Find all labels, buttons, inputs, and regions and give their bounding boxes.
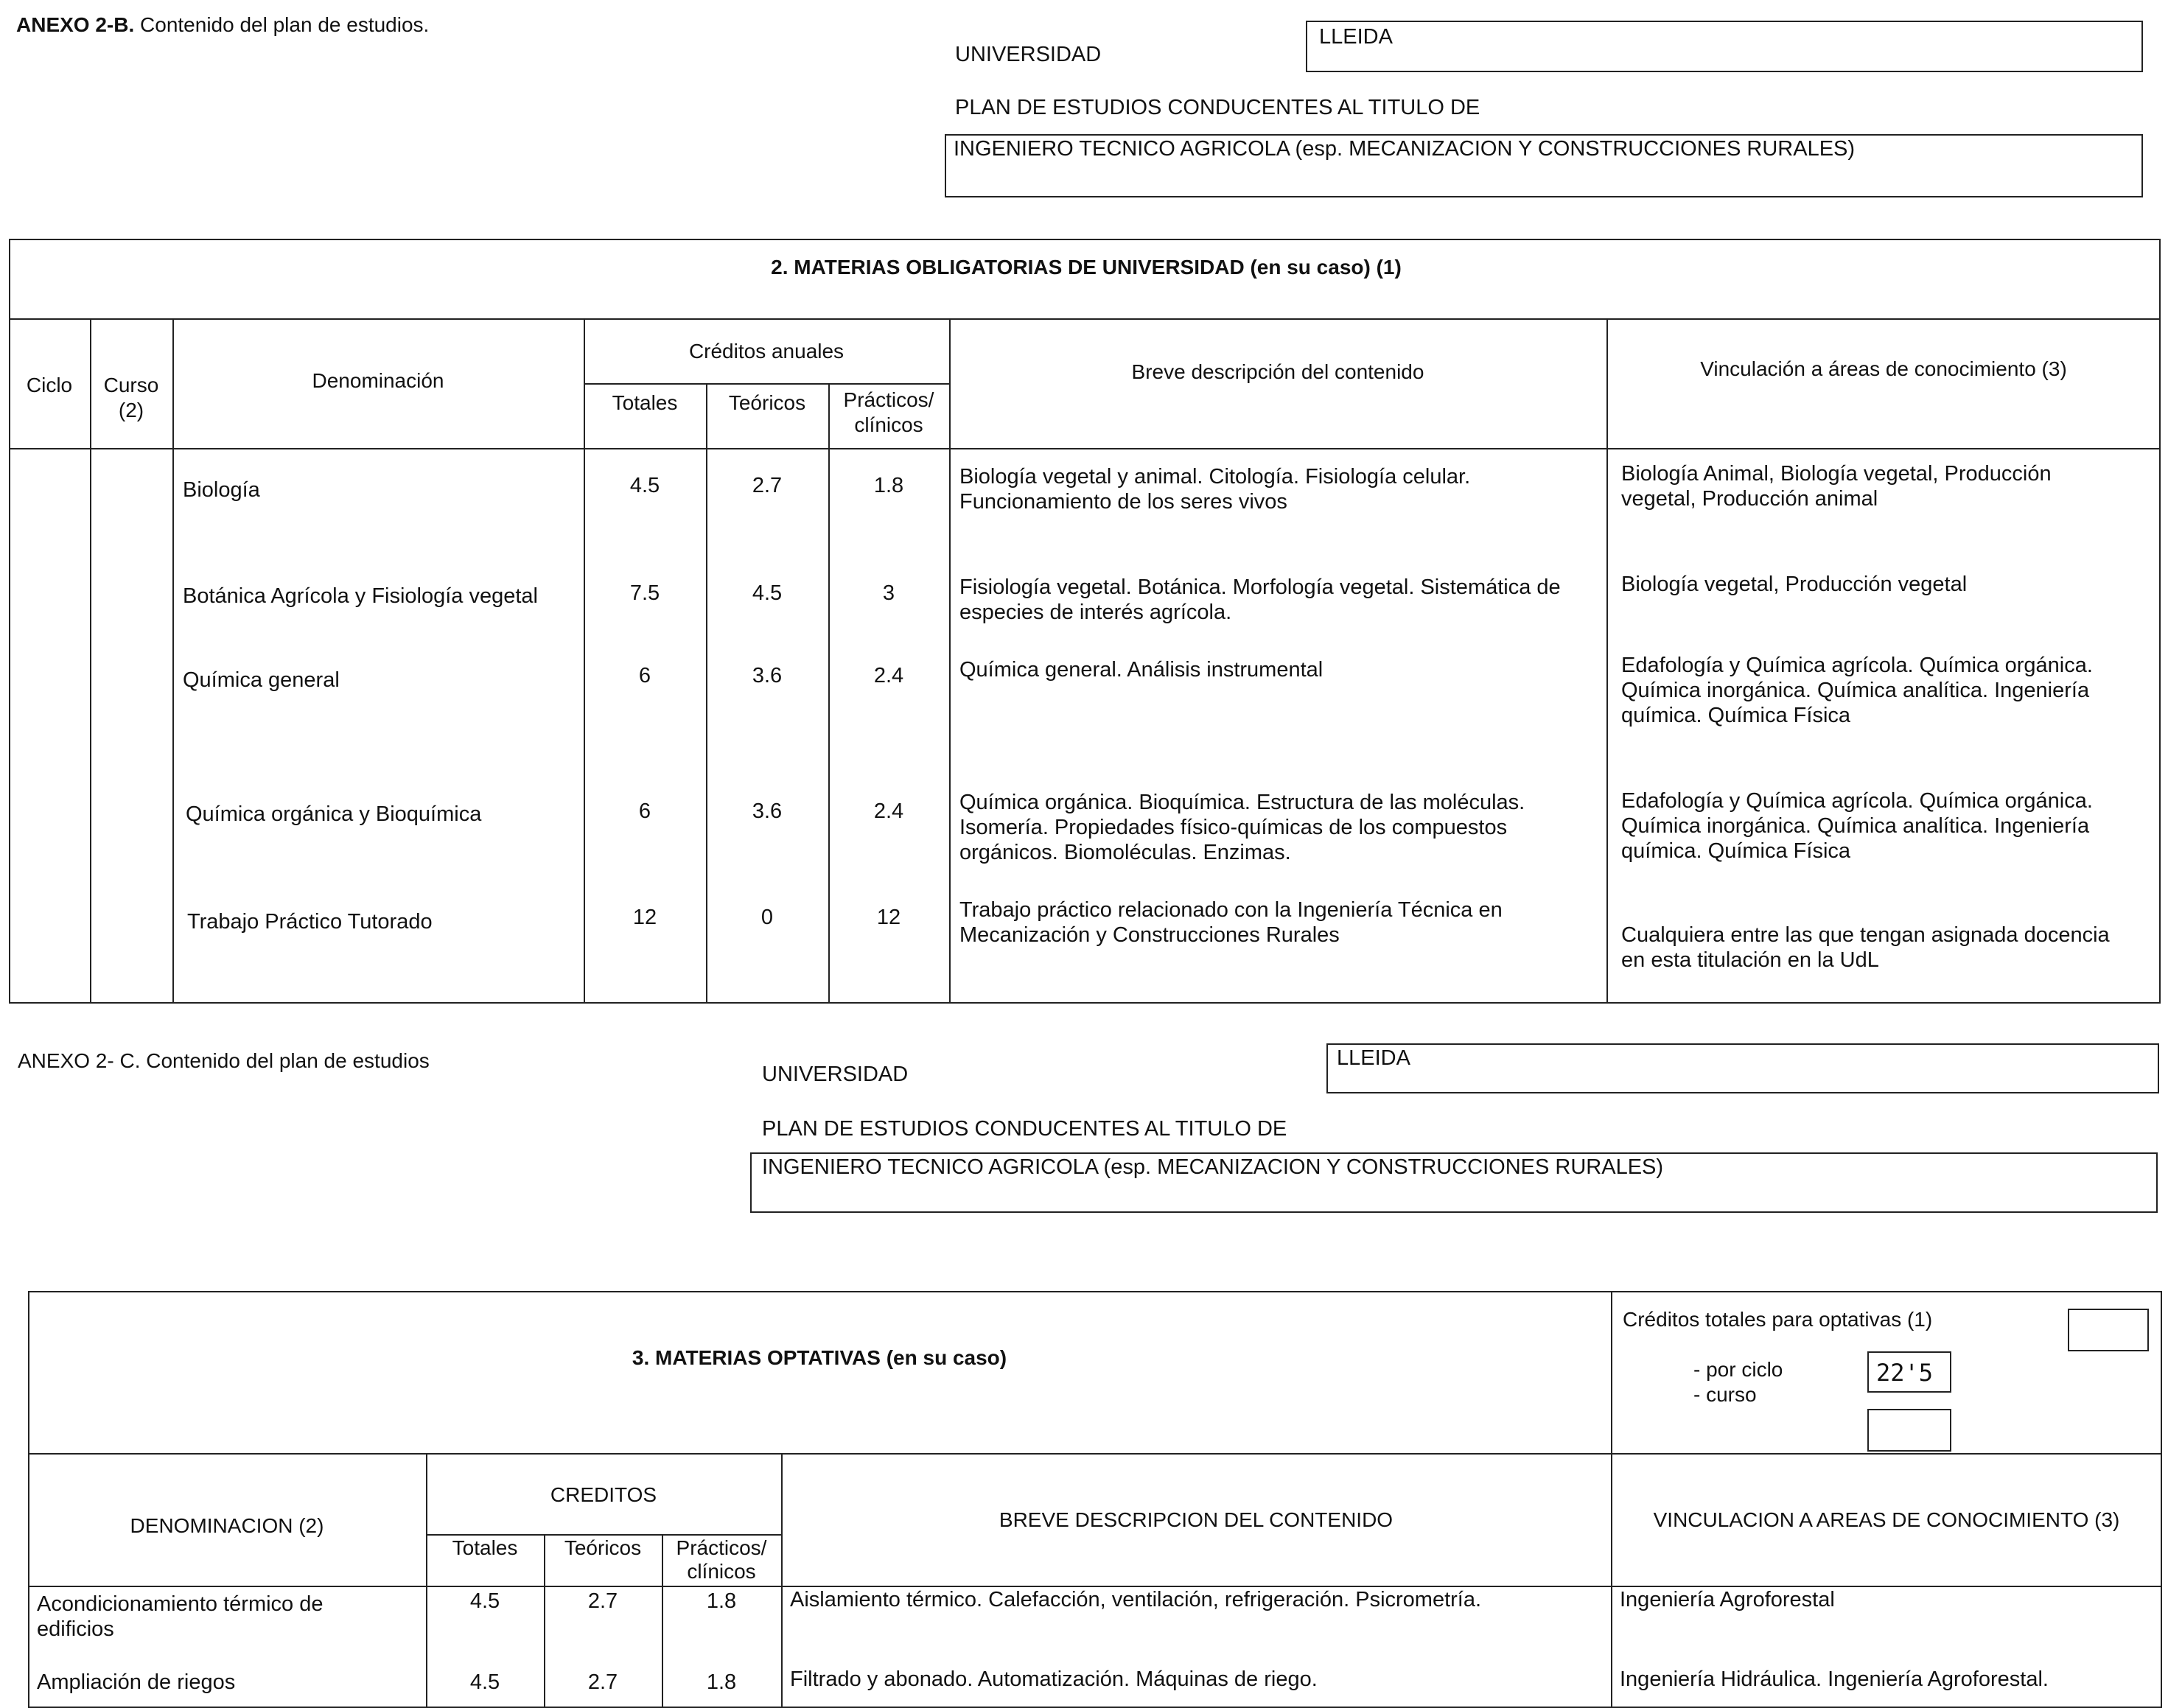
table2-row-practicos: 1.8 <box>873 474 904 497</box>
annex-b-university-label: UNIVERSIDAD <box>955 43 1102 66</box>
text-line: Cualquiera entre las que tengan asignada docencia <box>1621 923 2110 947</box>
table2-header-ciclo: Ciclo <box>26 374 73 396</box>
text-line: Edafología y Química agrícola. Química orgánica. <box>1621 654 2093 677</box>
table3-optativas-total-field <box>2068 1309 2149 1351</box>
annex-b-title-field <box>945 134 2143 197</box>
annex-c-university-field <box>1326 1043 2159 1093</box>
table2-header-teoricos: Teóricos <box>728 391 806 414</box>
text-line: Química inorgánica. Química analítica. Ingeniería <box>1621 679 2090 702</box>
text-line: vegetal, Producción animal <box>1621 487 1878 511</box>
table3-row-practicos: 1.8 <box>706 1670 737 1694</box>
table2-row-totales: 12 <box>632 906 657 929</box>
table2-col-line <box>1606 318 1608 1004</box>
text-line: Funcionamiento de los seres vivos <box>959 490 1287 514</box>
table2-header-denominacion: Denominación <box>312 369 444 392</box>
table2-col-line <box>584 318 585 1004</box>
table3-header-vinculacion: VINCULACION A AREAS DE CONOCIMIENTO (3) <box>1653 1508 2120 1531</box>
text-line: Acondicionamiento térmico de <box>37 1592 324 1616</box>
text-line: orgánicos. Biomoléculas. Enzimas. <box>959 841 1291 864</box>
table2-credits-divider <box>584 383 949 385</box>
table2-row-descripcion <box>959 575 1561 625</box>
annex-b-label-bold: ANEXO 2-B. <box>16 13 135 36</box>
table3-header-totales: Totales <box>452 1536 518 1559</box>
text-line: Biología Animal, Biología vegetal, Producción <box>1621 462 2052 486</box>
text-line: Química general. Análisis instrumental <box>959 658 1323 682</box>
table2-header-creditos: Créditos anuales <box>688 340 845 363</box>
table3-por-ciclo-field <box>1867 1351 1951 1393</box>
table2-row-denominacion: Química orgánica y Bioquímica <box>186 802 482 826</box>
text-line: Fisiología vegetal. Botánica. Morfología vegetal. Sistemática de <box>959 575 1561 599</box>
table2-row-teoricos: 0 <box>760 906 774 929</box>
table3-title: 3. MATERIAS OPTATIVAS (en su caso) <box>632 1346 1007 1369</box>
table2-col-line <box>949 318 951 1004</box>
text-line: Biología vegetal, Producción vegetal <box>1621 573 1968 596</box>
table3-header-denominacion: DENOMINACION (2) <box>130 1514 324 1537</box>
text-line: en esta titulación en la UdL <box>1621 948 1879 972</box>
table2-row-teoricos: 3.6 <box>752 664 783 687</box>
table2-header-practicos2: clínicos <box>854 413 923 436</box>
table3-row-vinculacion: Ingeniería Hidráulica. Ingeniería Agroforestal. <box>1620 1667 2049 1691</box>
table3-col-line <box>1611 1291 1612 1708</box>
table2-row-denominacion: Biología <box>183 478 260 502</box>
table3-curso-label: - curso <box>1693 1383 1757 1406</box>
table3-por-ciclo-value: 22'5 <box>1876 1359 1934 1387</box>
table2-row-vinculacion <box>1621 923 2110 973</box>
table2-row-totales: 6 <box>638 664 651 687</box>
annex-c-university-value: LLEIDA <box>1337 1046 1410 1070</box>
table3-header-teoricos: Teóricos <box>564 1536 642 1559</box>
table2-row-descripcion <box>959 790 1525 865</box>
table3-curso-field <box>1867 1409 1951 1452</box>
table3-header-practicos: Prácticos/ <box>676 1536 767 1559</box>
text-line: Isomería. Propiedades físico-químicas de los compuestos <box>959 816 1508 839</box>
table2-header-curso-note: (2) <box>118 399 144 421</box>
text-line: química. Química Física <box>1621 839 1851 863</box>
table2-row-practicos: 3 <box>882 581 895 605</box>
table2-row-totales: 7.5 <box>629 581 660 605</box>
table3-header-practicos2: clínicos <box>687 1560 756 1583</box>
table2-row-denominacion: Botánica Agrícola y Fisiología vegetal <box>183 584 538 608</box>
text-line: Mecanización y Construcciones Rurales <box>959 923 1340 947</box>
table2-header-curso: Curso <box>103 374 159 396</box>
table2-header-descripcion: Breve descripción del contenido <box>1131 360 1424 383</box>
annex-c-university-label: UNIVERSIDAD <box>762 1063 909 1086</box>
table2-row-practicos: 2.4 <box>873 799 904 823</box>
table2-row-descripcion <box>959 657 1323 682</box>
table3-row-descripcion: Aislamiento térmico. Calefacción, ventilación, refrigeración. Psicrometría. <box>790 1588 1482 1611</box>
table3-header-divider <box>28 1453 2162 1455</box>
table2-row-denominacion: Química general <box>183 668 340 692</box>
annex-b-label-rest: Contenido del plan de estudios. <box>134 13 430 36</box>
table3-col-line <box>781 1453 783 1708</box>
table2-title-divider <box>9 318 2161 320</box>
table2-row-practicos: 12 <box>876 906 901 929</box>
table2-row-vinculacion <box>1621 653 2093 728</box>
table2-row-totales: 4.5 <box>629 474 660 497</box>
table3-row-descripcion: Filtrado y abonado. Automatización. Máquinas de riego. <box>790 1667 1318 1691</box>
text-line: Química orgánica. Bioquímica. Estructura de las moléculas. <box>959 791 1525 814</box>
table2-header-totales: Totales <box>612 391 678 414</box>
table2-header-divider <box>9 448 2161 449</box>
annex-b-university-field <box>1306 21 2143 72</box>
table3-header-creditos: CREDITOS <box>550 1483 657 1506</box>
annex-c-label: ANEXO 2- C. Contenido del plan de estudios <box>18 1049 430 1072</box>
table3-row-totales: 4.5 <box>469 1670 500 1694</box>
table2-col-line <box>172 318 174 1004</box>
table3-optativas-label: Créditos totales para optativas (1) <box>1623 1308 1933 1331</box>
text-line: Biología vegetal y animal. Citología. Fisiología celular. <box>959 465 1471 489</box>
table2-row-descripcion <box>959 897 1503 948</box>
table2-row-totales: 6 <box>638 799 651 823</box>
annex-c-title-value: INGENIERO TECNICO AGRICOLA (esp. MECANIZACION Y CONSTRUCCIONES RURALES) <box>762 1155 1664 1179</box>
table2-row-denominacion: Trabajo Práctico Tutorado <box>187 910 433 934</box>
table2-title: 2. MATERIAS OBLIGATORIAS DE UNIVERSIDAD (en su caso) (1) <box>771 256 1402 279</box>
table2-row-teoricos: 3.6 <box>752 799 783 823</box>
table2-header-vinculacion: Vinculación a áreas de conocimiento (3) <box>1700 357 2067 380</box>
table2-row-vinculacion <box>1621 572 1967 597</box>
table2-row-descripcion <box>959 464 1470 514</box>
text-line: especies de interés agrícola. <box>959 601 1232 624</box>
table2-header-practicos: Prácticos/ <box>843 388 934 411</box>
text-line: Ampliación de riegos <box>37 1670 236 1694</box>
text-line: Edafología y Química agrícola. Química orgánica. <box>1621 789 2093 813</box>
table2-row-teoricos: 2.7 <box>752 474 783 497</box>
text-line: química. Química Física <box>1621 704 1851 727</box>
table2-row-practicos: 2.4 <box>873 664 904 687</box>
annex-b-university-value: LLEIDA <box>1319 25 1393 49</box>
annex-c-plan-label: PLAN DE ESTUDIOS CONDUCENTES AL TITULO DE <box>762 1117 1287 1141</box>
table3-row-totales: 4.5 <box>469 1589 500 1613</box>
text-line: Trabajo práctico relacionado con la Ingeniería Técnica en <box>959 898 1503 922</box>
table2-row-teoricos: 4.5 <box>752 581 783 605</box>
table3-row-practicos: 1.8 <box>706 1589 737 1613</box>
table3-header-descripcion: BREVE DESCRIPCION DEL CONTENIDO <box>999 1508 1394 1531</box>
text-line: edificios <box>37 1617 114 1641</box>
text-line: Química inorgánica. Química analítica. Ingeniería <box>1621 814 2090 838</box>
table2-row-vinculacion <box>1621 461 2052 511</box>
table3-row-teoricos: 2.7 <box>587 1670 618 1694</box>
annex-b-plan-label: PLAN DE ESTUDIOS CONDUCENTES AL TITULO DE <box>955 96 1480 119</box>
annex-c-title-field <box>750 1152 2158 1213</box>
table3-row-denominacion <box>37 1670 235 1695</box>
annex-b-title-value: INGENIERO TECNICO AGRICOLA (esp. MECANIZACION Y CONSTRUCCIONES RURALES) <box>954 137 1856 161</box>
table3-row-teoricos: 2.7 <box>587 1589 618 1613</box>
table3-row-denominacion <box>37 1592 323 1642</box>
table3-por-ciclo-label: - por ciclo <box>1693 1358 1783 1381</box>
annex-b-label <box>16 13 429 37</box>
table3-row-vinculacion: Ingeniería Agroforestal <box>1620 1588 1835 1611</box>
table2-row-vinculacion <box>1621 788 2093 864</box>
